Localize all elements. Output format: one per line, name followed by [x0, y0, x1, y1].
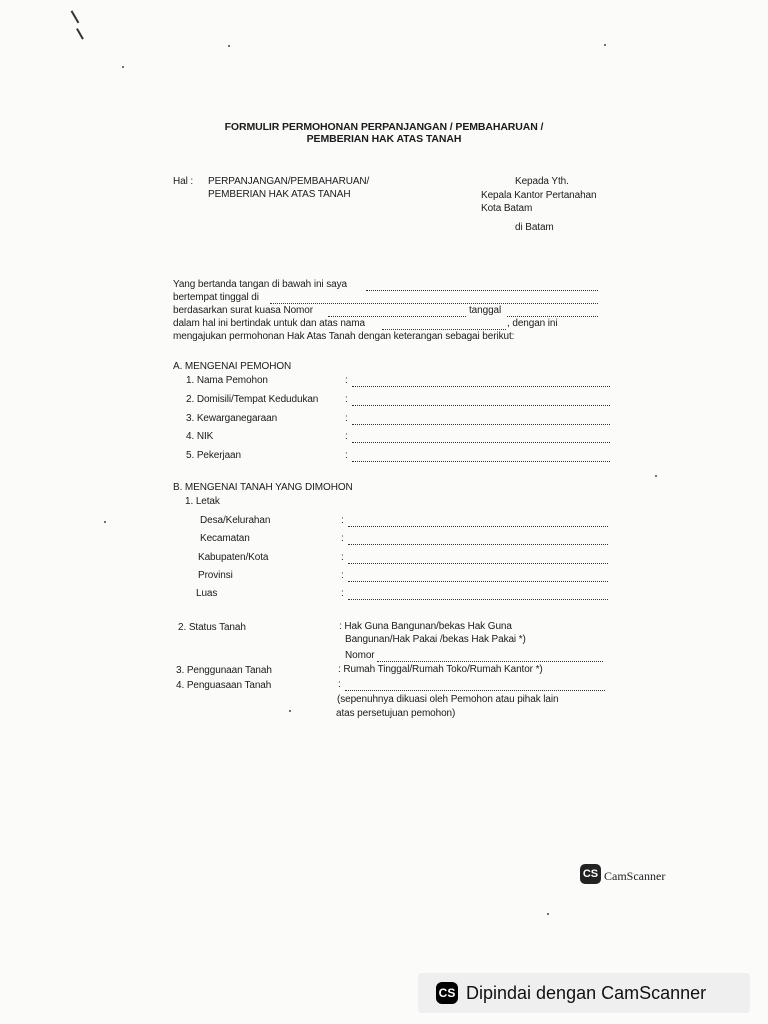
fill-line-power-date: [507, 306, 598, 317]
section-b-control-label: 4. Penguasaan Tanah: [176, 680, 272, 691]
fill-line-name: [366, 280, 598, 291]
section-b-province: Provinsi: [198, 570, 233, 581]
intro-line3a: berdasarkan surat kuasa Nomor: [173, 305, 313, 316]
scan-speck: [104, 521, 106, 523]
section-b-control-note2: atas persetujuan pemohon): [336, 708, 456, 719]
form-title-line1: FORMULIR PERMOHONAN PERPANJANGAN / PEMBAHARUAN /: [224, 121, 544, 133]
section-b-status-label: 2. Status Tanah: [178, 622, 246, 633]
section-b-village: Desa/Kelurahan: [200, 515, 271, 526]
colon: :: [345, 450, 348, 461]
section-a-item-name: 1. Nama Pemohon: [186, 375, 268, 386]
colon: :: [341, 570, 344, 581]
fill-line-status-number: [377, 651, 603, 662]
fill-line-nik: [352, 432, 610, 443]
recipient-line1: Kepada Yth.: [515, 176, 569, 187]
camscanner-banner-logo-icon: CS: [436, 982, 458, 1004]
section-b-status-line2: Bangunan/Hak Pakai /bekas Hak Pakai *): [345, 634, 526, 645]
scan-artifact-mark: [71, 11, 79, 24]
section-b-control-note1: (sepenuhnya dikuasi oleh Pemohon atau pihak lain: [337, 694, 559, 705]
fill-line-applicant-name: [352, 376, 610, 387]
section-b-usage-value: : Rumah Tinggal/Rumah Toko/Rumah Kantor *): [338, 664, 543, 675]
intro-line2: bertempat tinggal di: [173, 292, 259, 303]
fill-line-address: [270, 293, 598, 304]
colon: :: [345, 431, 348, 442]
section-b-district: Kecamatan: [200, 533, 250, 544]
camscanner-logo-icon: CS: [580, 864, 601, 884]
intro-line4a: dalam hal ini bertindak untuk dan atas nama: [173, 318, 365, 329]
section-a-item-nik: 4. NIK: [186, 431, 214, 442]
fill-line-on-behalf: [382, 319, 506, 330]
colon: :: [341, 515, 344, 526]
form-title-line2: PEMBERIAN HAK ATAS TANAH: [306, 133, 462, 145]
intro-line3b: tanggal: [469, 305, 502, 316]
scan-speck: [122, 66, 124, 68]
fill-line-village: [348, 516, 608, 527]
scan-artifact-mark: [76, 28, 83, 39]
colon: :: [345, 413, 348, 424]
scan-speck: [289, 710, 291, 712]
hal-line1: PERPANJANGAN/PEMBAHARUAN/: [208, 176, 370, 187]
scan-speck: [547, 913, 549, 915]
section-b-heading: B. MENGENAI TANAH YANG DIMOHON: [173, 482, 353, 493]
scan-speck: [604, 44, 606, 46]
colon: :: [341, 588, 344, 599]
fill-line-control: [345, 680, 605, 691]
hal-label: Hal :: [173, 176, 194, 187]
section-a-heading: A. MENGENAI PEMOHON: [173, 361, 292, 372]
colon: :: [345, 375, 348, 386]
section-b-usage-label: 3. Penggunaan Tanah: [176, 665, 272, 676]
fill-line-area: [348, 589, 608, 600]
section-b-area: Luas: [196, 588, 218, 599]
recipient-line4: di Batam: [515, 222, 554, 233]
scan-speck: [228, 45, 230, 47]
colon: :: [341, 552, 344, 563]
intro-line4b: , dengan ini: [507, 318, 558, 329]
fill-line-domicile: [352, 395, 610, 406]
section-b-regency: Kabupaten/Kota: [198, 552, 269, 563]
scan-speck: [655, 475, 657, 477]
fill-line-citizenship: [352, 414, 610, 425]
camscanner-watermark-text: CamScanner: [604, 869, 666, 883]
fill-line-province: [348, 571, 608, 582]
colon: :: [338, 679, 341, 690]
section-a-item-domicile: 2. Domisili/Tempat Kedudukan: [186, 394, 319, 405]
intro-line1: Yang bertanda tangan di bawah ini saya: [173, 279, 347, 290]
scanned-with-banner: [418, 973, 750, 1013]
section-b-letak: 1. Letak: [185, 496, 220, 507]
section-a-item-citizenship: 3. Kewarganegaraan: [186, 413, 278, 424]
intro-line5: mengajukan permohonan Hak Atas Tanah dengan keterangan sebagai berikut:: [173, 331, 515, 342]
fill-line-regency: [348, 553, 608, 564]
recipient-line3: Kota Batam: [481, 203, 533, 214]
fill-line-occupation: [352, 451, 610, 462]
fill-line-power-number: [328, 306, 466, 317]
hal-line2: PEMBERIAN HAK ATAS TANAH: [208, 189, 351, 200]
colon: :: [341, 533, 344, 544]
banner-text: Dipindai dengan CamScanner: [466, 983, 707, 1003]
section-b-status-line1: : Hak Guna Bangunan/bekas Hak Guna: [339, 621, 512, 632]
section-b-status-number-label: Nomor: [345, 650, 375, 661]
section-a-item-occupation: 5. Pekerjaan: [186, 450, 241, 461]
fill-line-district: [348, 534, 608, 545]
recipient-line2: Kepala Kantor Pertanahan: [481, 190, 597, 201]
colon: :: [345, 394, 348, 405]
